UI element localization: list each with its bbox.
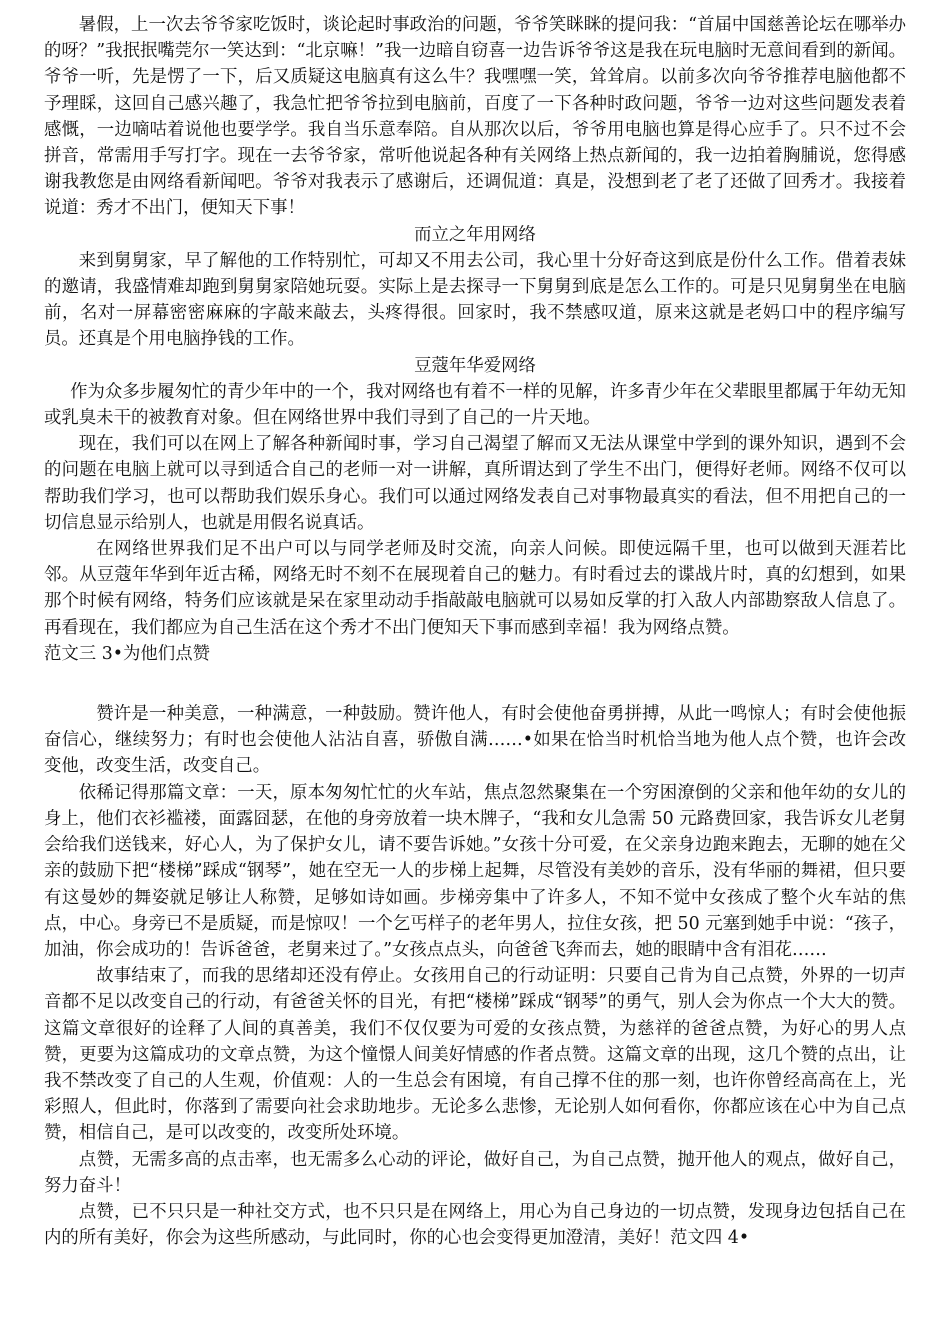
document-page [44, 12, 906, 1251]
paragraph-grandpa: 暑假，上一次去爷爷家吃饭时，谈论起时事政治的问题，爷爷笑眯眯的提问我：“首届中国慈善论坛在哪举办的呀？”我抿抿嘴莞尔一笑达到：“北京嘛！”我一边暗自窃喜一边告诉爷爷这是我在玩电脑时无意间看到的新闻。爷爷一听，先是愣了一下，后又质疑这电脑真有这么牛？我嘿嘿一笑，耸耸肩。以前多次向爷爷推荐电脑他都不予理睬，这回自己感兴趣了，我急忙把爷爷拉到电脑前，百度了一下各种时政问题，爷爷一边对这些问题发表着感慨，一边嘀咕着说他也要学学。我自当乐意奉陪。自从那次以后，爷爷用电脑也算是得心应手了。只不过不会拼音，常需用手写打字。现在一去爷爷家，常听他说起各种有关网络上热点新闻的，我一边拍着胸脯说，您得感谢我教您是由网络看新闻吧。爷爷对我表示了感谢后，还调侃道：真是，没想到老了老了还做了回秀才。我接着说道：秀才不出门，便知天下事！ [44, 15, 906, 219]
paragraph-closing: 点赞，已不只只是一种社交方式，也不只只是在网络上，用心为自己身边的一切点赞，发现身边包括自己在内的所有美好，你会为这些所感动，与此同时，你的心也会变得更加澄清，美好！范文四 4• [44, 1201, 906, 1249]
paragraph-story-reflection: 故事结束了，而我的思绪却还没有停止。女孩用自己的行动证明：只要自己肯为自己点赞，外界的一切声音都不足以改变自己的行动，有爸爸关怀的目光，有把“楼梯”踩成“钢琴”的勇气，别人会为你点一个大大的赞。这篇文章很好的诠释了人间的真善美，我们不仅仅要为可爱的女孩点赞，为慈祥的爸爸点赞，为好心的男人点赞，更要为这篇成功的文章点赞，为这个憧憬人间美好情感的作者点赞。这篇文章的出现，这几个赞的点出，让我不禁改变了自己的人生观，价值观：人的一生总会有困境，有自己撑不住的那一刻，也许你曾经高高在上，光彩照人，但此时，你落到了需要向社会求助地步。无论多么悲惨，无论别人如何看你，你都应该在心中为自己点赞，相信自己，是可以改变的，改变所处环境。 [44, 966, 906, 1144]
section-heading-thirties: 而立之年用网络 [414, 224, 536, 245]
paragraph-online-learning: 现在，我们可以在网上了解各种新闻时事，学习自己渴望了解而又无法从课堂中学到的课外知识，遇到不会的问题在电脑上就可以寻到适合自己的老师一对一讲解，真所谓达到了学生不出门，便得好老师。网络不仅可以帮助我们学习，也可以帮助我们娱乐身心。我们可以通过网络发表自己对事物最真实的看法，但不用把自己的一切信息显示给别人，也就是用假名说真话。 [44, 434, 906, 533]
paragraph-uncle: 来到舅舅家，早了解他的工作特别忙，可却又不用去公司，我心里十分好奇这到底是份什么工作。借着表妹的邀请，我盛情难却跑到舅舅家陪她玩耍。实际上是去探寻一下舅舅到底是怎么工作的。可是只见舅舅坐在电脑前，名对一屏幕密密麻麻的字敲来敲去，头疼得很。回家时，我不禁感叹道，原来这就是老妈口中的程序编写员。还真是个用电脑挣钱的工作。 [44, 250, 906, 350]
paragraph-youth-view: 作为众多步履匆忙的青少年中的一个，我对网络也有着不一样的见解，许多青少年在父辈眼里都属于年幼无知或乳臭未干的被教育对象。但在网络世界中我们寻到了自己的一片天地。 [44, 381, 906, 429]
essay-three-title: 范文三 3•为他们点赞 [44, 643, 210, 664]
blank-line [44, 667, 906, 701]
paragraph-like-yourself: 点赞，无需多高的点击率，也无需多么心动的评论，做好自己，为自己点赞，抛开他人的观点，做好自己，努力奋斗！ [44, 1149, 906, 1196]
paragraph-praise-intro: 赞许是一种美意，一种满意，一种鼓励。赞许他人，有时会使他奋勇拼搏，从此一鸣惊人；有时会使他振奋信心，继续努力；有时也会使他人沾沾自喜，骄傲自满……•如果在恰当时机恰当地为他人点个赞，也许会改变他，改变生活，改变自己。 [44, 704, 906, 777]
paragraph-online-communication: 在网络世界我们足不出户可以与同学老师及时交流，向亲人问候。即使远隔千里，也可以做到天涯若比邻。从豆蔻年华到年近古稀，网络无时不刻不在展现着自己的魅力。有时看过去的谍战片时，真的幻想到，如果那个时候有网络，特务们应该就是呆在家里动动手指敲敲电脑就可以易如反掌的打入敌人内部勘察敌人信息了。再看现在，我们都应为自己生活在这个秀才不出门便知天下事而感到幸福！我为网络点赞。 [44, 539, 906, 638]
paragraph-train-station-story: 依稀记得那篇文章：一天，原本匆匆忙忙的火车站，焦点忽然聚集在一个穷困潦倒的父亲和他年幼的女儿的身上，他们衣衫褴褛，面露囧瑟，在他的身旁放着一块木牌子，“我和女儿急需 50 元路费回家，我告诉女儿老舅会给我们送钱来，好心人，为了保护女儿，请不要告诉她。”女孩十分可爱，在父亲身边跑来跑去，无聊的她在父亲的鼓励下把“楼梯”踩成“钢琴”，她在空无一人的步梯上起舞，尽管没有美妙的音乐，没有华丽的舞裙，但只要有这曼妙的舞姿就足够让人称赞，足够如诗如画。步梯旁集中了许多人，不知不觉中女孩成了整个火车站的焦点，中心。身旁已不是质疑，而是惊叹！一个乞丐样子的老年男人，拉住女孩，把 50 元塞到她手中说：“孩子，加油，你会成功的！告诉爸爸，老舅来过了。”女孩点点头，向爸爸飞奔而去，她的眼睛中含有泪花…… [44, 782, 906, 960]
section-heading-youth: 豆蔻年华爱网络 [414, 355, 536, 376]
